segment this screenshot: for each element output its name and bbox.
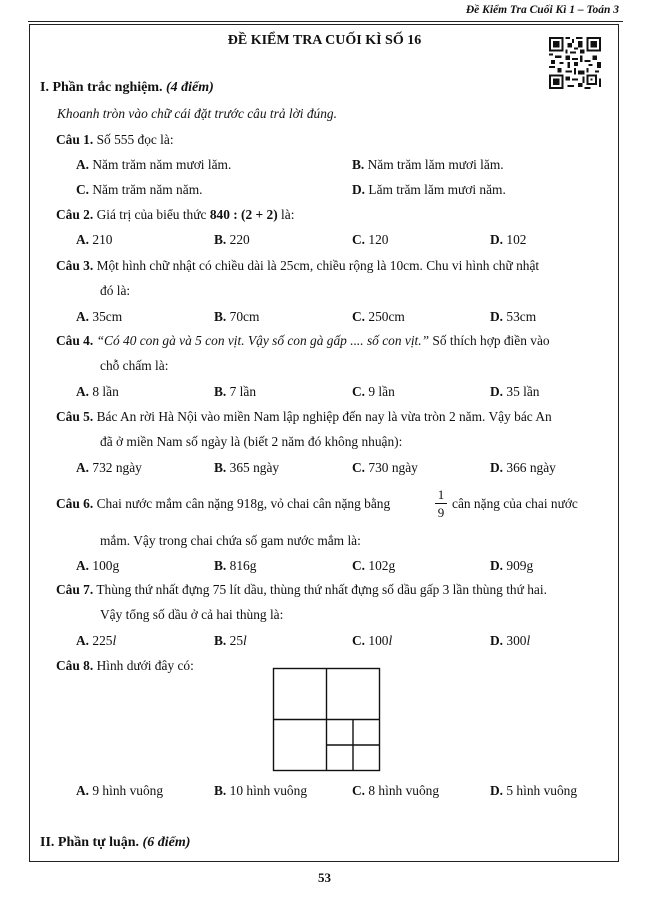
section-2-label: II. Phần tự luận. — [40, 835, 140, 850]
q6-option-b[interactable]: B. 816g — [214, 558, 257, 573]
question-2: Câu 2. Giá trị của biểu thức 840 : (2 + 2) là: — [56, 207, 295, 222]
section-1-label: I. Phần trắc nghiệm. — [40, 80, 163, 95]
fraction-bar — [435, 503, 447, 504]
q2-option-d[interactable]: D. 102 — [490, 232, 527, 247]
q8-option-a[interactable]: A. 9 hình vuông — [76, 783, 164, 798]
section-1-points: (4 điểm) — [166, 80, 214, 95]
q3-option-a[interactable]: A. 35cm — [76, 309, 123, 324]
fraction-denominator: 9 — [437, 505, 445, 520]
q3-option-d[interactable]: D. 53cm — [490, 309, 537, 324]
q5-option-c[interactable]: C. 730 ngày — [352, 460, 418, 475]
section-2-points: (6 điểm) — [142, 835, 191, 850]
question-5-cont: đã ở miền Nam số ngày là (biết 2 năm đó không nhuận): — [100, 434, 403, 449]
fraction-one-ninth — [435, 487, 447, 520]
q2-option-a[interactable]: A. 210 — [76, 232, 113, 247]
q6-option-a[interactable]: A. 100g — [76, 558, 120, 573]
q7-option-d[interactable]: D. 300l — [490, 633, 531, 648]
q4-option-d[interactable]: D. 35 lần — [490, 384, 540, 399]
q6-option-c[interactable]: C. 102g — [352, 558, 396, 573]
q5-option-b[interactable]: B. 365 ngày — [214, 460, 280, 475]
q4-option-b[interactable]: B. 7 lần — [214, 384, 257, 399]
q4-option-c[interactable]: C. 9 lần — [352, 384, 395, 399]
question-6-tail: cân nặng của chai nước — [452, 496, 578, 511]
header-rule — [28, 21, 623, 22]
page-number: 53 — [318, 870, 331, 885]
question-7: Câu 7. Thùng thứ nhất đựng 75 lít dầu, thùng thứ nhất đựng số dầu gấp 3 lần thùng thứ hai. — [56, 582, 547, 597]
q8-option-c[interactable]: C. 8 hình vuông — [352, 783, 440, 798]
q7-option-b[interactable]: B. 25l — [214, 633, 247, 648]
question-text: Số 555 đọc là: — [96, 132, 174, 147]
instruction-text: Khoanh tròn vào chữ cái đặt trước câu trả lời đúng. — [57, 106, 337, 121]
q5-option-d[interactable]: D. 366 ngày — [490, 460, 556, 475]
question-6-cont: mắm. Vậy trong chai chứa số gam nước mắm là: — [100, 533, 361, 548]
q3-option-b[interactable]: B. 70cm — [214, 309, 260, 324]
q2-option-c[interactable]: C. 120 — [352, 232, 389, 247]
question-3: Câu 3. Một hình chữ nhật có chiều dài là 25cm, chiều rộng là 10cm. Chu vi hình chữ nhật — [56, 258, 540, 273]
question-8: Câu 8. Hình dưới đây có: — [56, 658, 194, 673]
q3-option-c[interactable]: C. 250cm — [352, 309, 405, 324]
q1-option-d[interactable]: D. Lăm trăm lăm mươi năm. — [352, 182, 506, 197]
section-2-heading — [40, 835, 190, 851]
qr-code — [549, 37, 601, 89]
q1-option-b[interactable]: B. Năm trăm lăm mươi lăm. — [352, 157, 504, 172]
exam-title: ĐỀ KIỂM TRA CUỐI KÌ SỐ 16 — [227, 33, 422, 48]
q2-option-b[interactable]: B. 220 — [214, 232, 250, 247]
q8-option-d[interactable]: D. 5 hình vuông — [490, 783, 578, 798]
question-7-cont: Vậy tổng số dầu ở cả hai thùng là: — [100, 607, 284, 622]
question-6: Câu 6. Chai nước mắm cân nặng 918g, vỏ chai cân nặng bằng — [56, 496, 391, 511]
q7-option-a[interactable]: A. 225l — [76, 633, 117, 648]
page-header: Đề Kiểm Tra Cuối Kì 1 – Toán 3 — [465, 4, 619, 16]
fraction-numerator: 1 — [437, 487, 445, 502]
q7-option-c[interactable]: C. 100l — [352, 633, 393, 648]
q5-option-a[interactable]: A. 732 ngày — [76, 460, 142, 475]
q6-option-d[interactable]: D. 909g — [490, 558, 534, 573]
q1-option-a[interactable]: A. Năm trăm năm mươi lăm. — [76, 157, 232, 172]
q4-option-a[interactable]: A. 8 lần — [76, 384, 119, 399]
q1-option-c[interactable]: C. Năm trăm năm năm. — [76, 182, 203, 197]
question-label: Câu 1. — [56, 132, 94, 147]
question-5: Câu 5. Bác An rời Hà Nội vào miền Nam lập nghiệp đến nay là vừa tròn 2 năm. Vậy bác An — [56, 409, 552, 424]
question-1 — [56, 132, 174, 148]
question-3-cont: đó là: — [100, 283, 131, 298]
q8-option-b[interactable]: B. 10 hình vuông — [214, 783, 308, 798]
question-4-cont: chỗ chấm là: — [100, 358, 169, 373]
question-4: Câu 4. “Có 40 con gà và 5 con vịt. Vậy số con gà gấp .... số con vịt.” Số thích hợp điền vào — [56, 333, 550, 348]
squares-figure — [272, 667, 382, 773]
section-1-heading — [40, 80, 214, 96]
